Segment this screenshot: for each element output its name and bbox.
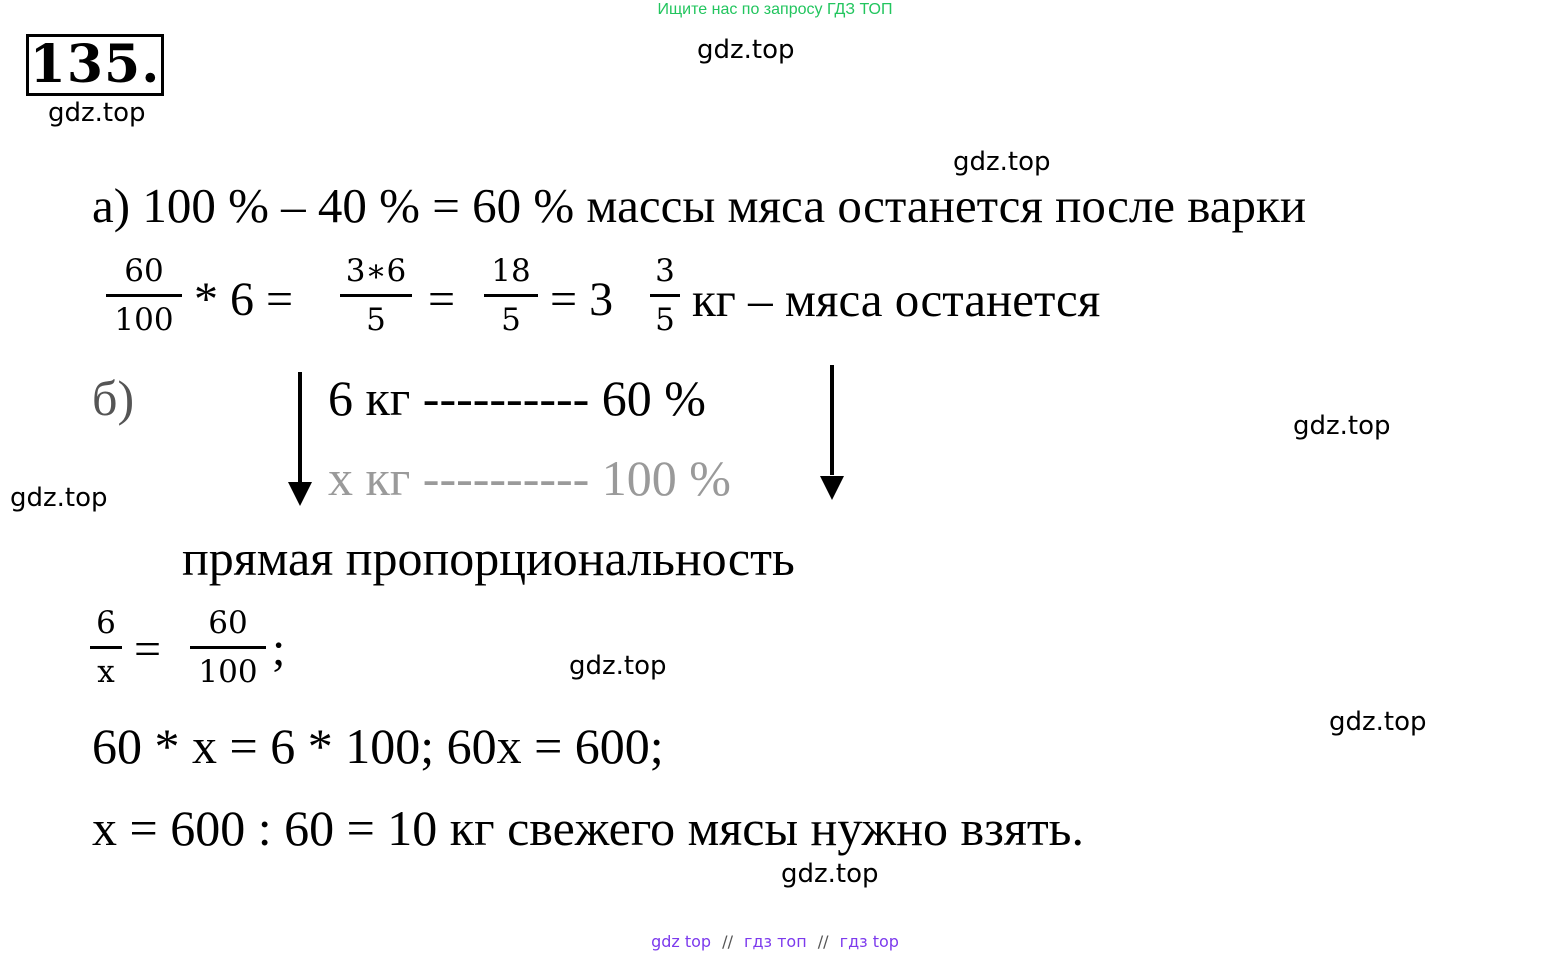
- watermark: gdz.top: [569, 651, 667, 681]
- denominator: 5: [501, 302, 521, 338]
- denominator: 5: [655, 302, 675, 338]
- equals-three: = 3: [550, 273, 614, 326]
- fraction-6-x: [90, 606, 122, 689]
- watermark: gdz.top: [781, 859, 879, 889]
- problem-number: 135.: [26, 34, 164, 96]
- equals-sign: =: [428, 273, 456, 326]
- footer-link-gdz-top[interactable]: gdz top: [651, 932, 712, 951]
- numerator: 6: [96, 605, 116, 641]
- fraction-60-100: [106, 254, 182, 337]
- footer-separator: //: [722, 932, 733, 951]
- watermark: gdz.top: [1329, 707, 1427, 737]
- relation-type: прямая пропорциональность: [182, 530, 795, 586]
- part-a-result: кг – мяса останется: [692, 272, 1101, 327]
- fraction-18-5: [484, 254, 538, 337]
- fraction-bar: [650, 294, 680, 297]
- numerator: 3: [655, 253, 675, 289]
- fraction-bar: [106, 294, 182, 297]
- fraction-bar: [90, 646, 122, 649]
- semicolon: ;: [272, 623, 286, 676]
- denominator: 5: [366, 302, 386, 338]
- equals-sign: =: [134, 623, 162, 676]
- footer-link-gdz-top-ru[interactable]: гдз топ: [744, 932, 807, 951]
- watermark: gdz.top: [953, 147, 1051, 177]
- answer-line: х = 600 : 60 = 10 кг свежего мясы нужно взять.: [92, 800, 1084, 856]
- watermark: gdz.top: [10, 483, 108, 513]
- footer-separator: //: [817, 932, 829, 951]
- denominator: х: [97, 654, 115, 690]
- footer-links: [0, 932, 1550, 951]
- footer-link-gdz-top-mixed[interactable]: гдз top: [839, 932, 899, 951]
- denominator: 100: [114, 302, 174, 338]
- arrow-line-left: [298, 372, 302, 482]
- fraction-bar: [484, 294, 538, 297]
- denominator: 100: [198, 654, 258, 690]
- numerator: 60: [208, 605, 248, 641]
- watermark: gdz.top: [697, 35, 795, 65]
- fraction-60-100: [190, 606, 266, 689]
- search-banner: Ищите нас по запросу ГДЗ ТОП: [657, 1, 893, 18]
- fraction-bar: [190, 646, 266, 649]
- proportion-row-1: 6 кг ---------- 60 %: [328, 370, 706, 426]
- watermark: gdz.top: [48, 98, 146, 128]
- fraction-3-5: [650, 254, 680, 337]
- equation-line: 60 * х = 6 * 100; 60х = 600;: [92, 718, 664, 774]
- arrow-down-icon: [288, 482, 312, 506]
- part-b-label: б): [92, 370, 135, 426]
- proportion-row-2: х кг ---------- 100 %: [328, 450, 731, 506]
- numerator: 3∗6: [345, 253, 407, 289]
- part-a-statement: а) 100 % – 40 % = 60 % массы мяса останется после варки: [92, 178, 1307, 233]
- arrow-down-icon: [820, 476, 844, 500]
- numerator: 18: [491, 253, 531, 289]
- fraction-3x6-5: [340, 254, 412, 337]
- watermark: gdz.top: [1293, 411, 1391, 441]
- fraction-bar: [340, 294, 412, 297]
- times-six: * 6 =: [194, 273, 294, 326]
- numerator: 60: [124, 253, 164, 289]
- arrow-line-right: [830, 365, 834, 475]
